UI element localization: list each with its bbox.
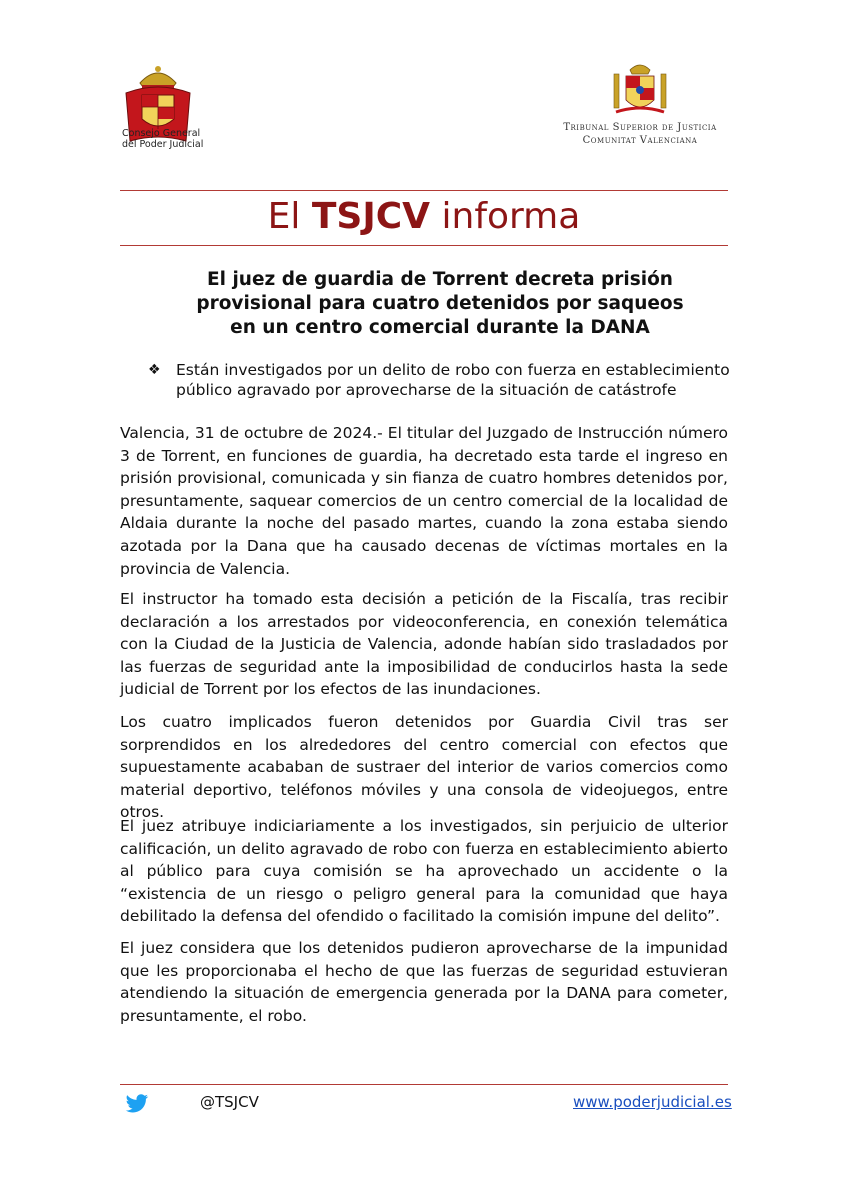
paragraph-3: Los cuatro implicados fueron detenidos por Guardia Civil tras ser sorprendidos en los alrededores del centro comercial con efectos que supuestamente acababan de sustraer del interior de varios comercios como material deportivo, teléfonos móviles y una consola de videojuegos, entre otros.: [120, 713, 728, 822]
tsjcv-name-line2: Comunitat Valenciana: [582, 135, 698, 146]
title-line-3: en un centro comercial durante la DANA: [230, 317, 650, 338]
banner-divider: [120, 245, 728, 246]
top-divider: [120, 190, 728, 191]
title-line-2: provisional para cuatro detenidos por saqueos: [196, 293, 684, 314]
banner-pre: El: [267, 196, 301, 237]
banner-post: informa: [441, 196, 581, 237]
title-line-1: El juez de guardia de Torrent decreta prisión: [207, 269, 673, 290]
paragraph-2: El instructor ha tomado esta decisión a petición de la Fiscalía, tras recibir declaración a los arrestados por videoconferencia, en conexión telemática con la Ciudad de la Justicia de Valencia, adonde habían sido trasladados por las fuerzas de seguridad ante la imposibilidad de conducirlos hasta la sede judicial de Torrent por los efectos de las inundaciones.: [120, 590, 728, 699]
subheading-text: Están investigados por un delito de robo con fuerza en establecimiento público agravado por aprovecharse de la situación de catástrofe: [176, 361, 730, 399]
cgpj-name-line2: del Poder Judicial: [122, 139, 204, 150]
cgpj-name-line1: Consejo General: [122, 128, 201, 139]
tsjcv-name: [555, 121, 725, 147]
paragraph-5: El juez considera que los detenidos pudieron aprovecharse de la impunidad que les proporcionaba el hecho de que las fuerzas de seguridad estuvieran atendiendo la situación de emergencia generada por la DANA para cometer, presuntamente, el robo.: [120, 939, 728, 1025]
paragraph-4: El juez atribuye indiciariamente a los investigados, sin perjuicio de ulterior calificación, un delito agravado de robo con fuerza en establecimiento abierto al público para cuya comisión se ha aprovechado un accidente o la “existencia de un riesgo o peligro general para la comunidad que haya debilitado la defensa del ofendido o facilitado la comisión impune del delito”.: [120, 817, 728, 926]
footer-divider: [120, 1084, 728, 1085]
website-link[interactable]: www.poderjudicial.es: [573, 1093, 732, 1111]
banner-heading: [120, 196, 728, 237]
cgpj-name: [122, 128, 203, 150]
diamond-bullet-icon: ❖: [148, 362, 161, 378]
paragraph-1: Valencia, 31 de octubre de 2024.- El titular del Juzgado de Instrucción número 3 de Torrent, en funciones de guardia, ha decretado esta tarde el ingreso en prisión provisional, comunicada y sin fianza de cuatro hombres detenidos por, presuntamente, saquear comercios de un centro comercial de la localidad de Aldaia durante la noche del pasado martes, cuando la zona estaba siendo azotada por la Dana que ha causado decenas de víctimas mortales en la provincia de Valencia.: [120, 424, 728, 578]
press-title: [150, 268, 730, 340]
tsjcv-name-line1: Tribunal Superior de Justicia: [563, 122, 717, 133]
twitter-bird-icon[interactable]: [125, 1094, 149, 1114]
banner-brand: TSJCV: [311, 196, 431, 237]
twitter-handle[interactable]: @TSJCV: [200, 1093, 259, 1111]
subheading: [148, 360, 730, 400]
spain-coat-of-arms-icon: [610, 60, 670, 120]
